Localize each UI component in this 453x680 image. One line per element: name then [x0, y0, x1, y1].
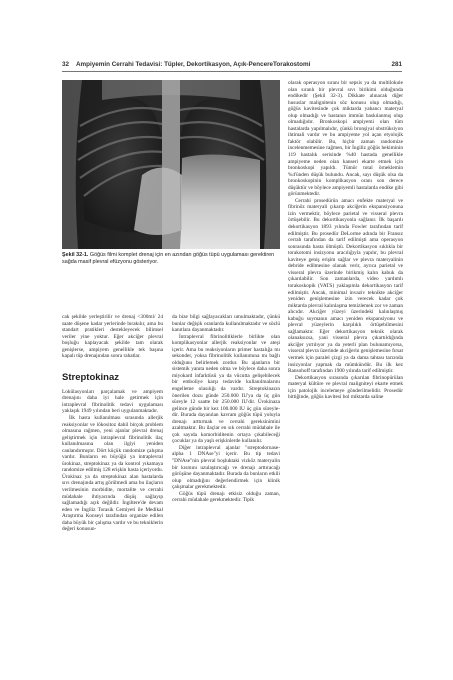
page-number: 281: [391, 61, 402, 68]
paragraph: Lokülasyonları parçalamak ve ampiyem drenajını daha iyi hale getirmek için intraplevral fibrinolitik tedavi uygulaması yaklaşık 1949 yılından beri uygulanmaktadır.: [62, 388, 163, 415]
paragraph: Diğer intraplevral ajanlar "streptodornase-alpha 1 DNAse"yi içerir. Bu tip tedavi "DNAse"nin plevral boşluktaki vizköz materyalin bir kısmını uzulaştırıcağı ve drenajı arttıracağı görüşüne dayanmaktadır. Burada da bunların etkili olup olmadığını değerlendirmek için klinik çalışmalar gerekmektedir.: [172, 444, 280, 491]
paragraph: İlk hasta kullanılması sırasında allerjik reaksiyonlar ve lökositoz dahil birçok problem olmasına rağmen, yeni ajanlar plevral drenaj geliştirmek için intraplevral fibrinolitik ilaç kullanılmasına olan ilgiyi yeniden canlandırmıştır. Dört küçük randomize çalışma vardır. Bunların en büyüğü ya intraplevral ürokinaz, streptokinaz ya da kontrol yıkamaya randomize edilmiş 128 erişkin hasta içeriyordu. Ürokinaz ya da streptokinaz alan hastalarda sıvı drenajında artış görülmedi ama bu ilaçların verilmesinin morbidite, mortalite ve cerrahi müdahale ihtiyacında düşüş sağlayıp sağlamadığı açık değildir. İngiltere'de devam eden ve İngiliz Torasik Cemiyeti ile Medikal Araştırma Konseyi tarafından organize edilen daha büyük bir çalışma vardır ve bu tekniklerin değeri konusun-: [62, 415, 163, 533]
figure-caption: [62, 252, 280, 265]
chest-xray-image: [62, 80, 280, 249]
figure-label: Şekil 32-1.: [62, 252, 89, 258]
middle-text-column: [172, 314, 280, 504]
figure-caption-text: Göğüs filmi komplet drenaj için en azından göğüs tüpü uygulaması gerektiren sağda masif plevral efüzyonu gösteriyor.: [62, 252, 275, 265]
paragraph: İntraplevral fibrinolitiklerle birlikte olan komplikasyonlar allerjik reaksiyonlar ve ateşi içerir. Ama bu reaksiyonların primer hastalığa mı sekonder, yoksa fibrinolitik kullanımına mı bağlı olduğunu belirlemek zordur. Bu ajanların bir sistemik yanıta neden olma ve böylece daha sonra miyokard infarktüsü ya da vücutta gelişebilecek bir emboliye karşı tedavide kullanılmalarını engelleme olasılığı da vardır. Streptokinazın önerilen dozu günde 250.000 IU'ya da üç gün süreyle 12 saatte bir 250.000 IU'dir. Ürokinaza gelince günde bir kez 100.000 IU üç gün süreyle-dir. Burada dayanılan kavram göğüs tüpü yoluyla drenajı arttırmak ve cerrahi gereksinimini azaltmaktır. Bu ilaçlar en sık cerrahi müdahale ile çok sayıda komorbiditenin ortaya çıkabileceği çocuklar ya da yaşlı erişkinlerde kullanılır.: [172, 333, 280, 445]
paragraph: da bize bilgi sağlayacakları umulmaktadır, çünkü bunlar değişik oranlarda kullanılmaktadır ve sözlü kanıtlara dayanmaktadır.: [172, 314, 280, 334]
section-heading: Streptokinaz: [62, 371, 120, 383]
right-text-column: [288, 80, 403, 401]
paragraph: Göğüs tüpü drenajı etkisiz olduğu zaman, cerrahi müdahale gerekmektedir. Tipik: [172, 490, 280, 504]
header-rule: [62, 71, 402, 72]
paragraph: cak şekilde yerleştirilir ve drenaj <300ml/ 24 saate düşene kadar yerlerinde bırakılır, ama bu standart pratikleri destekleyecek bilimsel veriler yine yoktur. Eğer akciğer plevral boşluğu kaplayacak şekilde tam olarak genişlerse, ampiyem genellikle tek başına kapalı tüp drenajından sonra rahatlar.: [62, 314, 163, 360]
left-text-column: [62, 314, 163, 533]
chest-xray-figure: [62, 80, 280, 249]
running-title: Ampiyemin Cerrahi Tedavisi: Tüpler, Dekortikasyon, Açık-PencereTorakostomi: [76, 61, 311, 68]
paragraph: Cerrahi prosedürün amacı enfekte materyal ve fibrinöz materyali çıkarıp akciğerin ekspansiyonuna izin vermektir, böylece parietal ve visseral plevra örtüşebilir. Bu dekortikasyonla sağlanır. İlk başarılı dekortikasyon 1893 yılında Fowler tarafından tarif edilmiştir. Bu prosedür DeLorme adında bir Fransız cerrah tarafından da tarif edilmişti ama operasyon sonrasında hasta ölmüştü. Dekortikasyon sıklıkla bir torakotomi insizyonu aracılığıyla yapılır, bu plevral kaviteye geniş erişim sağlar ve plevra materyalinin debride edilmesine olanak verir, ayrıca parietal ve visseral plevra üzerinde birikmiş kalın kabuk da çıkarılabilir. Son zamanlarda, video yardımlı torakoskopik (VATS) yaklaşımla dekortikasyon tarif edilmiştir. Ancak, minimal invaziv teknikte akciğer yeniden genişlemesine izin verecek kadar çok miktarda plevral kalınlaşma temizlemek zor ve zaman alıcıdır. Akciğer yüzeyi üzerindeki kalınlaşmış kabuğu soymanın amacı yeniden ekspansiyonu ve plevral yüzeylerin karşılıklı örtüşebilmesini sağlamaktır. Eğer dekortikasyon teknik olarak olanaksızsa, yani visseral plevra çıkartıldığında akciğer yırtılıyor ya da yeterli plan bulunamıyorsa, visseral plevra üzerinde akciğerin genişlemesine fırsat vermek için paralel çizgi ya da dama tahtası tarzında insizyonlar yapmak da mümkündür. Bu ilk kez Ransohoff tarafından 1900 yılında tarif edilmiştir.: [288, 197, 403, 375]
running-header: [62, 61, 402, 70]
chapter-number: 32: [62, 61, 70, 68]
paragraph: olarak operasyon sıranı bir sepsis ya da multilokule olan sıranlı bir plevral sıvı birikimi olduğunda endikedir (Şekil 32-3). Dikkate alınacak diğer hususlar malignitenin söz konusu olup olmadığı, göğüs kavitesinde çok miktarda yabancı materyal olup olmadığı ve hastanın immün baskılanmış olup olmadığıdır. Bronkoskopi ampiyemi olan tüm hastalarda yapılmalıdır, çünkü bronşiyal obstrüksiyon ihtimali vardır ve bu ampiyeme yol açan etyolojik faktör olabilir. Bu, hiçbir zaman randomize incelenmemesine rağmen, bir İngiliz göğüs hekiminin 119 hastalık serisinde %40 hastada genellikle ampiyeme neden olan kanseri ekarte etmek için bronkoskopi yapıldı. Tümör total örneklemin %4'ünden düşük bulundu. Ancak, sayı düşük olsa da bronkoskopinin komplikasyon oranı son derece düşüktür ve böylece ampiyemli hastalarda endike gibi görünmektedir.: [288, 80, 403, 198]
paragraph: Dekortikasyon sırasında çıkarılan fibrinopürülan materyal kültüre ve plevral maligniteyi ekarte etmek için patolojik incelemeye gönderilmelidir. Prosedür bittiğinde, göğüs kavitesi bol miktarda saline: [288, 374, 403, 401]
